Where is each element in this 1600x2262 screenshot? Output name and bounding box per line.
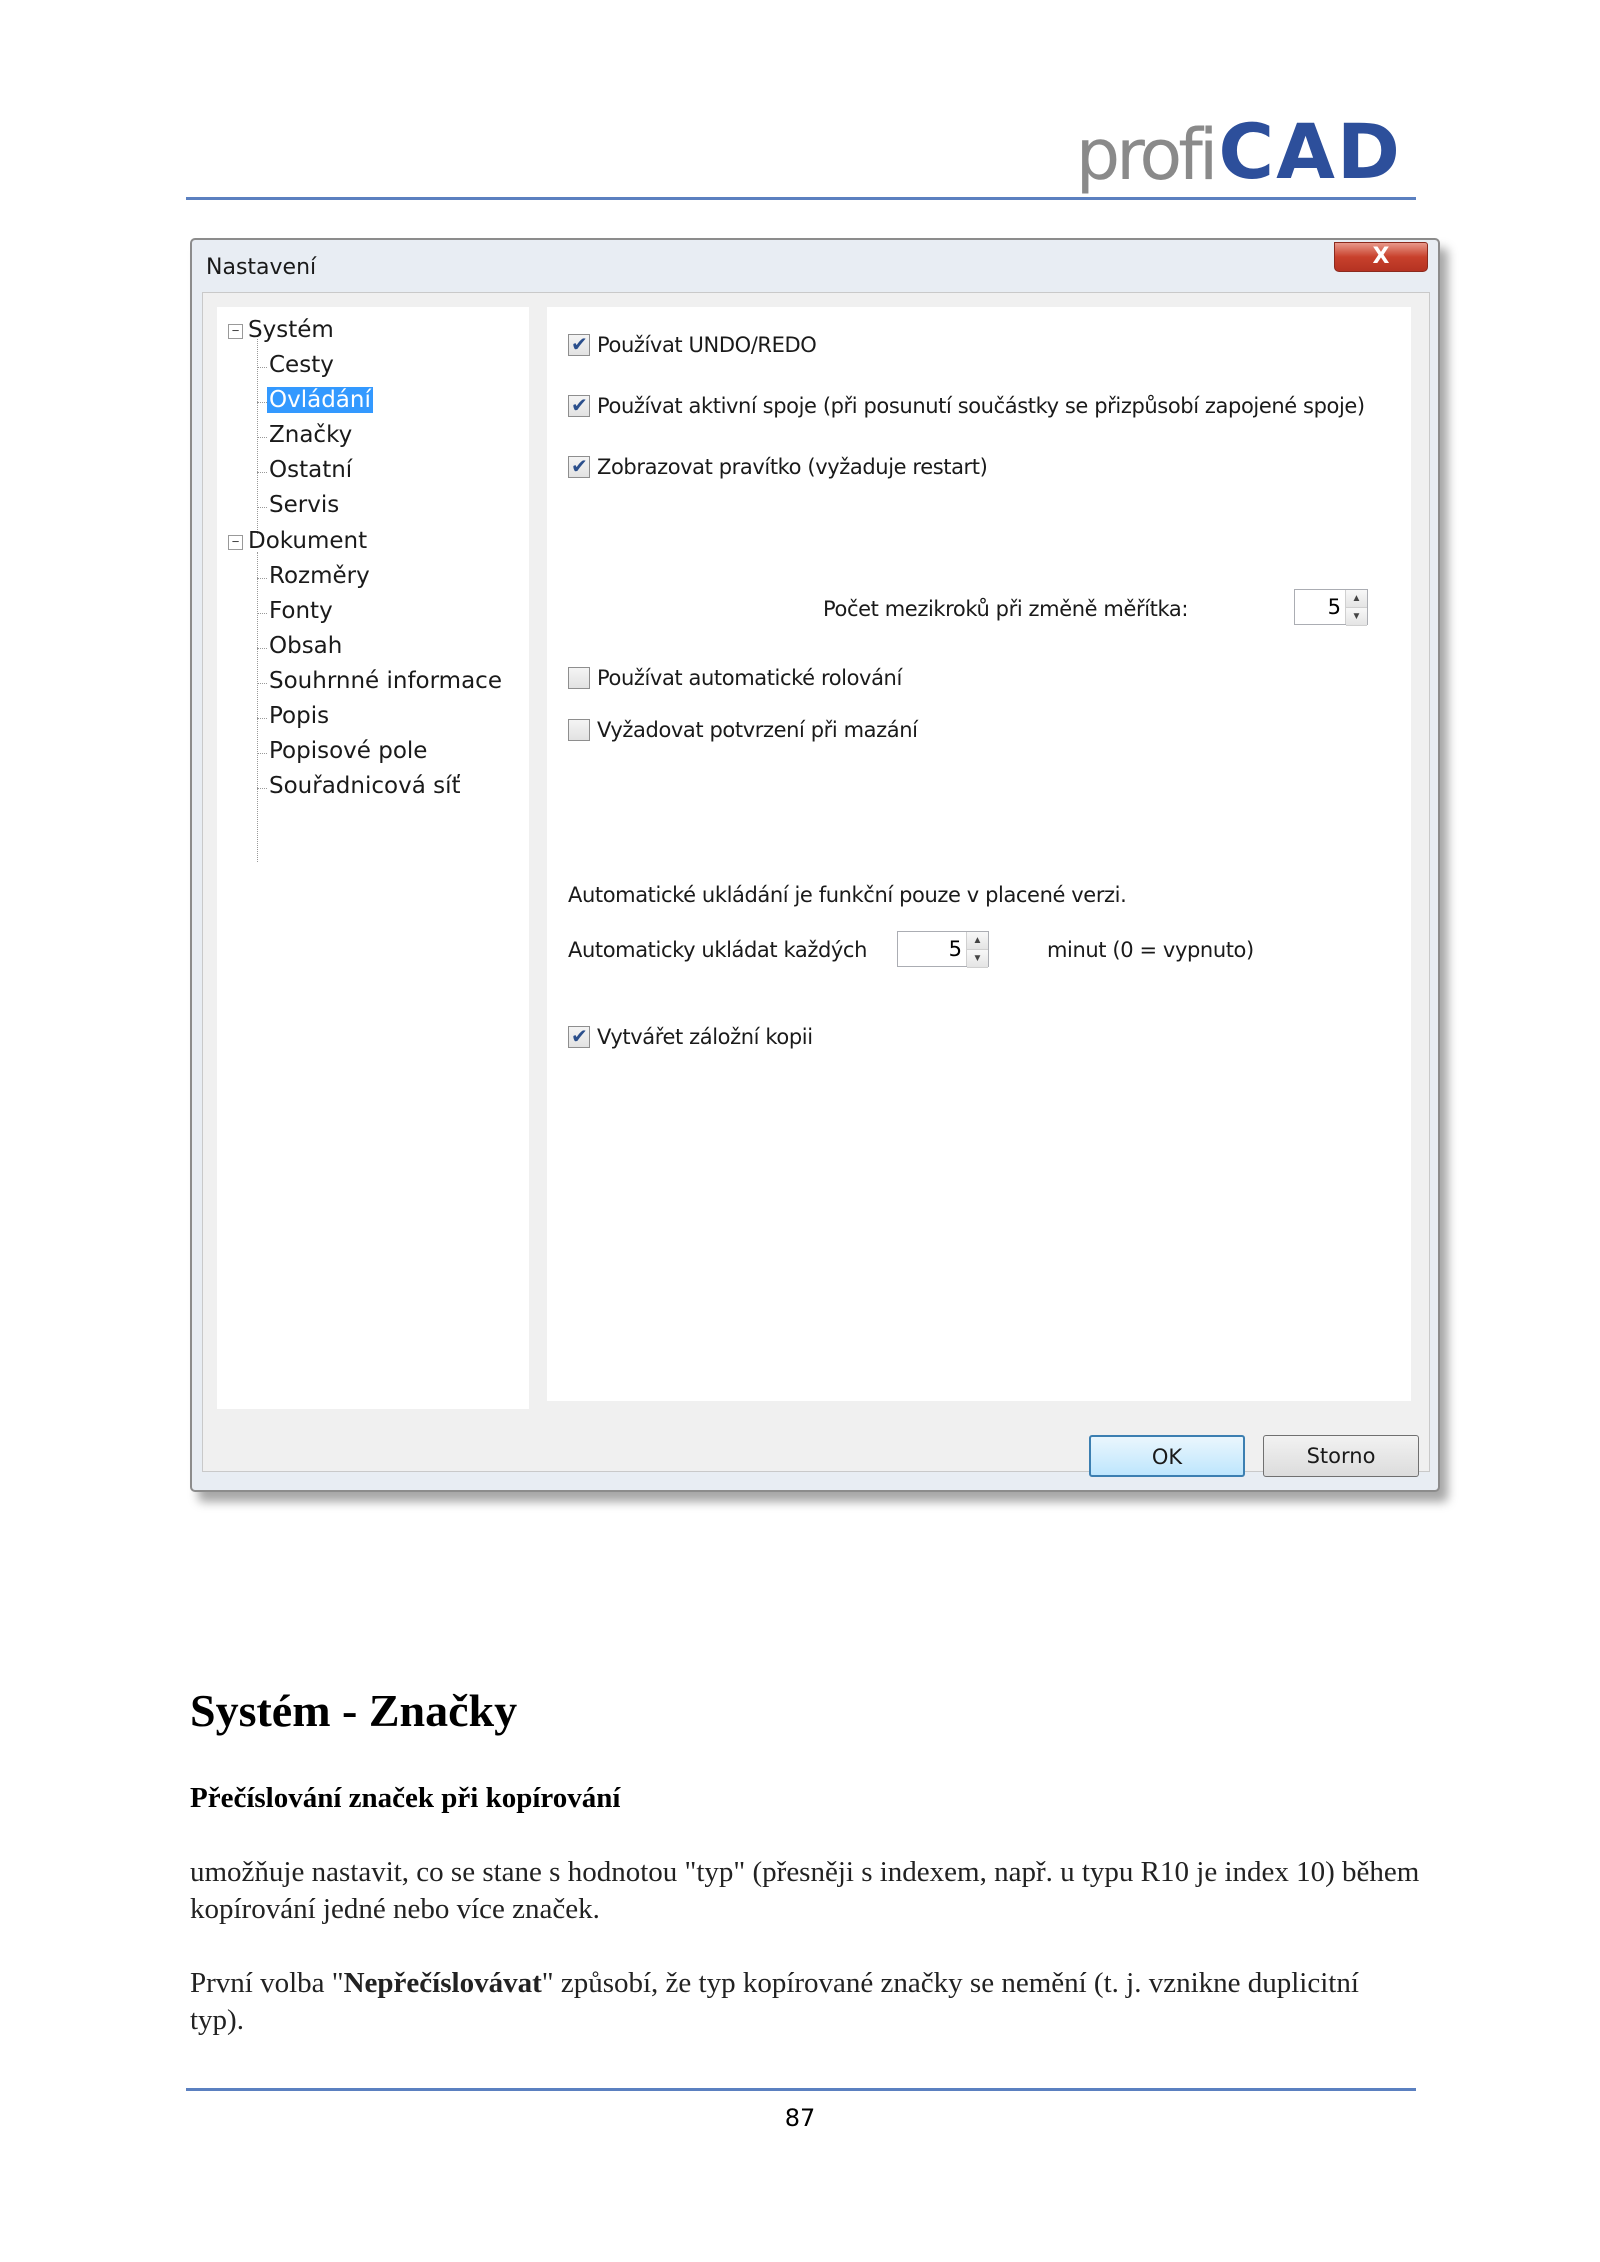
checkbox-checked[interactable] (568, 1026, 590, 1048)
tree-line (257, 578, 267, 579)
active-wires-option[interactable] (568, 394, 1365, 418)
spin-down-icon[interactable]: ▼ (1346, 608, 1367, 626)
tree-line (257, 367, 267, 368)
checkbox-checked[interactable] (568, 395, 590, 417)
paragraph-2-bold: Nepřečíslovávat (343, 1967, 542, 1999)
paragraph-2 (190, 1965, 1420, 2039)
collapse-icon[interactable]: − (228, 535, 243, 550)
tree-line (257, 437, 267, 438)
proficad-logo (1075, 107, 1402, 196)
tree-line (257, 683, 267, 684)
undo-redo-label: Používat UNDO/REDO (597, 333, 817, 357)
autosave-value[interactable]: 5 (948, 937, 962, 961)
autosave-note: Automatické ukládání je funkční pouze v placené verzi. (568, 883, 1127, 907)
backup-option[interactable] (568, 1025, 813, 1049)
dialog-body (202, 292, 1430, 1472)
cancel-button[interactable]: Storno (1263, 1435, 1419, 1477)
zoom-steps-label: Počet mezikroků při změně měřítka: (823, 597, 1189, 621)
collapse-icon[interactable]: − (228, 324, 243, 339)
zoom-steps-value[interactable]: 5 (1327, 595, 1341, 619)
autosave-spinner[interactable] (897, 931, 989, 967)
tree-line (257, 753, 267, 754)
active-wires-label: Používat aktivní spoje (při posunutí součástky se přizpůsobí zapojené spoje) (597, 394, 1365, 418)
tree-item-rozmery[interactable]: Rozměry (269, 563, 370, 589)
tree-line (257, 507, 267, 508)
tree-item-dokument[interactable]: Dokument (248, 528, 368, 554)
footer-rule (186, 2088, 1416, 2091)
checkbox-unchecked[interactable] (568, 719, 590, 741)
tree-line (257, 613, 267, 614)
dialog-title: Nastavení (206, 255, 317, 280)
paragraph-2-start: První volba " (190, 1967, 344, 1999)
autosave-unit: minut (0 = vypnuto) (1047, 938, 1254, 962)
tree-item-ostatni[interactable]: Ostatní (269, 457, 353, 483)
spin-down-icon[interactable]: ▼ (967, 950, 988, 968)
spinner-arrows[interactable] (966, 932, 988, 966)
tree-item-popisove-pole[interactable]: Popisové pole (269, 738, 428, 764)
tree-item-znacky[interactable]: Značky (269, 422, 353, 448)
tree-line (257, 472, 267, 473)
confirm-delete-option[interactable] (568, 718, 918, 742)
ruler-option[interactable] (568, 455, 987, 479)
tree-item-souhrnne-informace[interactable]: Souhrnné informace (269, 668, 502, 694)
confirm-delete-label: Vyžadovat potvrzení při mazání (597, 718, 918, 742)
tree-item-popis[interactable]: Popis (269, 703, 330, 729)
checkbox-checked[interactable] (568, 456, 590, 478)
logo-cad-text: CAD (1218, 107, 1402, 196)
ok-button[interactable]: OK (1089, 1435, 1245, 1477)
checkbox-unchecked[interactable] (568, 667, 590, 689)
tree-item-fonty[interactable]: Fonty (269, 598, 333, 624)
auto-scroll-label: Používat automatické rolování (597, 666, 902, 690)
undo-redo-option[interactable] (568, 333, 816, 357)
tree-item-souradnicova-sit[interactable]: Souřadnicová síť (269, 773, 461, 799)
tree-line (257, 788, 267, 789)
settings-dialog (190, 238, 1440, 1492)
spinner-arrows[interactable] (1345, 590, 1367, 624)
logo-profi-text: profi (1075, 114, 1215, 196)
dialog-titlebar (192, 240, 1438, 290)
tree-item-servis[interactable]: Servis (269, 492, 340, 518)
tree-line (257, 402, 267, 403)
autosave-label: Automaticky ukládat každých (568, 938, 867, 962)
tree-item-obsah[interactable]: Obsah (269, 633, 343, 659)
ruler-label: Zobrazovat pravítko (vyžaduje restart) (597, 455, 988, 479)
spin-up-icon[interactable]: ▲ (967, 932, 988, 950)
page-number: 87 (784, 2104, 816, 2132)
tree-line (257, 552, 258, 862)
tree-line (257, 648, 267, 649)
tree-item-system[interactable]: Systém (248, 317, 334, 343)
backup-label: Vytvářet záložní kopii (597, 1025, 813, 1049)
tree-item-ovladani[interactable]: Ovládání (269, 387, 371, 413)
auto-scroll-option[interactable] (568, 666, 902, 690)
paragraph-2-end: " způsobí, že typ kopírované značky se nemění (t. j. vznikne duplicitní typ). (190, 1967, 1359, 2036)
subsection-heading: Přečíslování značek při kopírování (190, 1782, 621, 1814)
settings-content (547, 307, 1411, 1401)
checkbox-checked[interactable] (568, 334, 590, 356)
zoom-steps-spinner[interactable] (1294, 589, 1368, 625)
settings-tree (217, 307, 529, 1409)
tree-line (257, 718, 267, 719)
close-button[interactable]: X (1334, 242, 1428, 272)
tree-item-cesty[interactable]: Cesty (269, 352, 334, 378)
spin-up-icon[interactable]: ▲ (1346, 590, 1367, 608)
section-heading: Systém - Značky (190, 1685, 518, 1736)
paragraph-1: umožňuje nastavit, co se stane s hodnotou "typ" (přesněji s indexem, např. u typu R10 je index 10) během kopírování jedné nebo více značek. (190, 1856, 1420, 1925)
header-rule (186, 197, 1416, 200)
